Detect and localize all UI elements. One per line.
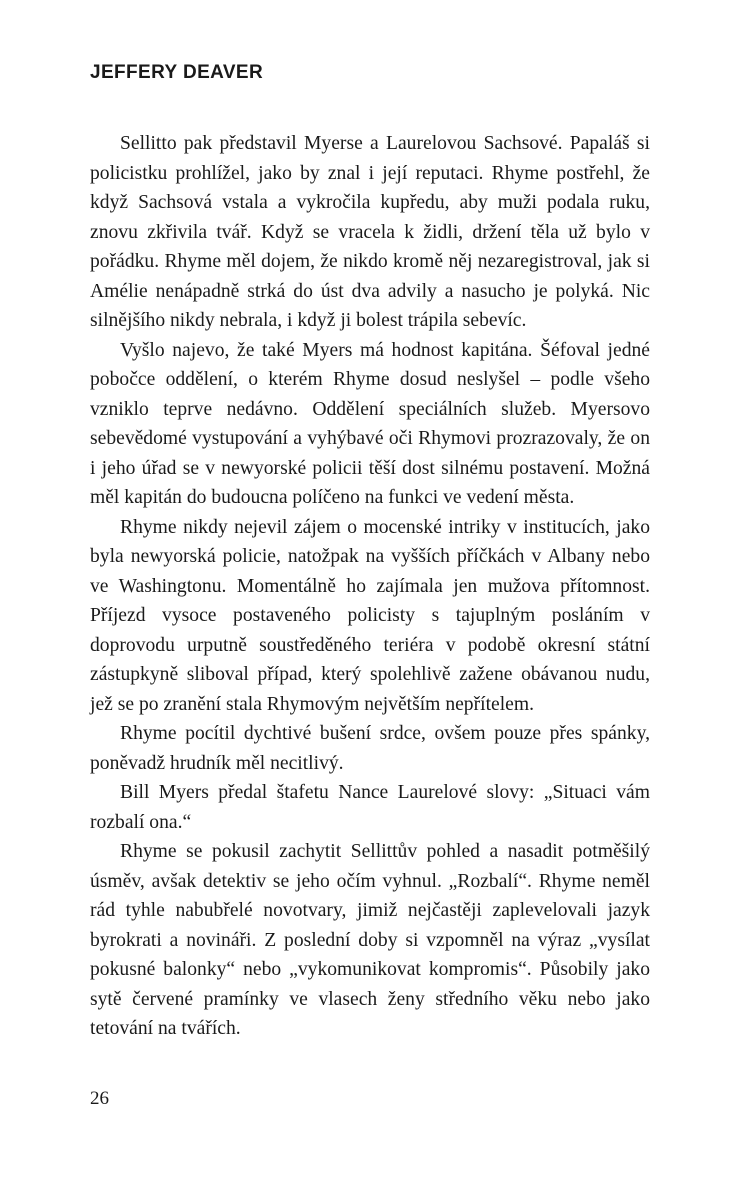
paragraph: Bill Myers předal štafetu Nance Laurelové slovy: „Situaci vám rozbalí ona.“ [90, 782, 650, 833]
page-number: 26 [90, 1088, 109, 1109]
text-body [90, 129, 650, 1044]
paragraph: Rhyme nikdy nejevil zájem o mocenské intriky v institucích, jako byla newyorská policie, natožpak na vyšších příčkách v Albany nebo ve Washingtonu. Momentálně ho zajímala jen mužova přítomnost. Příjezd vysoce postaveného policisty s tajuplným posláním v doprovodu urputně soustředěného teriéra v podobě okresní státní zástupkyně sliboval případ, který spolehlivě zažene obávanou nudu, jež se po zranění stala Rhymovým největším nepřítelem. [90, 516, 650, 715]
paragraph: Rhyme pocítil dychtivé bušení srdce, ovšem pouze přes spánky, poněvadž hrudník měl necitlivý. [90, 723, 650, 774]
paragraph: Rhyme se pokusil zachytit Sellittův pohled a nasadit potměšilý úsměv, avšak detektiv se jeho očím vyhnul. „Rozbalí“. Rhyme neměl rád tyhle nabubřelé novotvary, jimiž nejčastěji zaplevelovali jazyk byrokrati a novináři. Z poslední doby si vzpomněl na výraz „vysílat pokusné balonky“ nebo „vykomunikovat kompromis“. Působily jako sytě červené pramínky ve vlasech ženy středního věku nebo jako tetování na tvářích. [90, 841, 650, 1039]
paragraph: Sellitto pak představil Myerse a Laurelovou Sachsové. Papaláš si policistku prohlížel, jako by znal i její reputaci. Rhyme postřehl, že když Sachsová vstala a vykročila kupředu, aby muži podala ruku, znovu zkřivila tvář. Když se vracela k židli, držení těla už bylo v pořádku. Rhyme měl dojem, že nikdo kromě něj nezaregistroval, jak si Amélie nenápadně strká do úst dva advily a nasucho je polyká. Nic silnějšího nikdy nebrala, i když ji bolest trápila sebevíc. [90, 133, 650, 331]
paragraph: Vyšlo najevo, že také Myers má hodnost kapitána. Šéfoval jedné pobočce oddělení, o kterém Rhyme dosud neslyšel – podle všeho vzniklo teprve nedávno. Oddělení speciálních služeb. Myersovo sebevědomé vystupování a vyhýbavé oči Rhymovi prozrazovaly, že on i jeho úřad se v newyorské policii těší dost silnému postavení. Možná měl kapitán do budoucna políčeno na funkci ve vedení města. [90, 339, 650, 508]
running-head-author: JEFFERY DEAVER [90, 62, 264, 83]
